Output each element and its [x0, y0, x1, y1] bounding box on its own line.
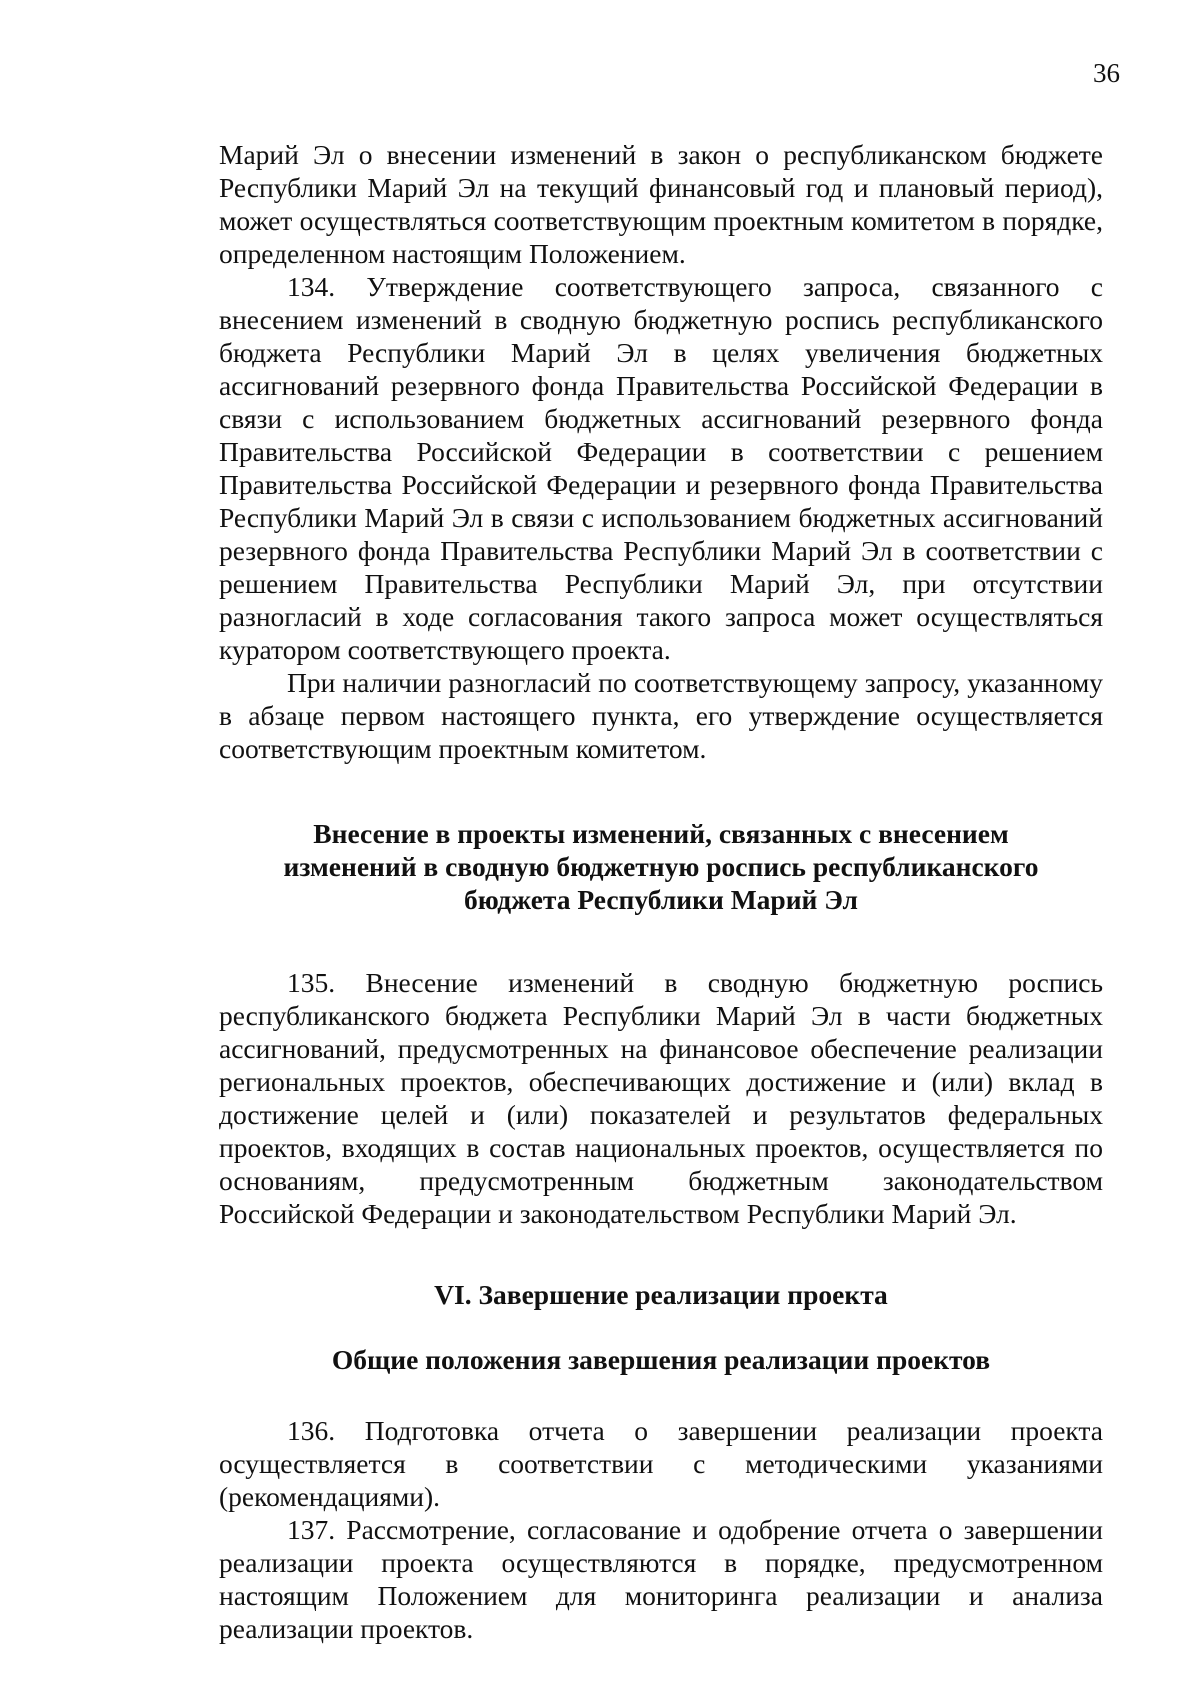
- paragraph-136: 136. Подготовка отчета о завершении реализации проекта осуществляется в соответствии с методическими указаниями (рекомендациями).: [219, 1415, 1103, 1512]
- section-title: VI. Завершение реализации проекта: [434, 1279, 888, 1310]
- heading-budget-changes: [219, 817, 1103, 916]
- paragraph-137: 137. Рассмотрение, согласование и одобрение отчета о завершении реализации проекта осуществляются в порядке, предусмотренном настоящим Положением для мониторинга реализации и анализа реализации проектов.: [219, 1514, 1103, 1644]
- paragraph-continuation: Марий Эл о внесении изменений в закон о республиканском бюджете Республики Марий Эл на текущий финансовый год и плановый период), может осуществляться соответствующим проектным комитетом в порядке, определенном настоящим Положением.: [219, 139, 1103, 269]
- page-number: 36: [1093, 58, 1120, 88]
- paragraph-134: 134. Утверждение соответствующего запроса, связанного с внесением изменений в сводную бюджетную роспись республиканского бюджета Республики Марий Эл в целях увеличения бюджетных ассигнований резервного фонда Правительства Российской Федерации в связи с использованием бюджетных ассигнований резервного фонда Правительства Российской Федерации в соответствии с решением Правительства Российской Федерации и резервного фонда Правительства Республики Марий Эл в связи с использованием бюджетных ассигнований резервного фонда Правительства Республики Марий Эл в соответствии с решением Правительства Республики Марий Эл, при отсутствии разногласий в ходе согласования такого запроса может осуществляться куратором соответствующего проекта.: [219, 271, 1103, 665]
- heading-line: изменений в сводную бюджетную роспись республиканского: [283, 851, 1039, 882]
- paragraph-134-disagreement: При наличии разногласий по соответствующему запросу, указанному в абзаце первом настоящего пункта, его утверждение осуществляется соответствующим проектным комитетом.: [219, 667, 1103, 764]
- heading-line: бюджета Республики Марий Эл: [464, 884, 858, 915]
- subsection-title: Общие положения завершения реализации проектов: [331, 1344, 991, 1375]
- heading-line: Внесение в проекты изменений, связанных с внесением: [313, 818, 1009, 849]
- document-body: [219, 138, 1103, 1645]
- paragraph-135: 135. Внесение изменений в сводную бюджетную роспись республиканского бюджета Республики Марий Эл в части бюджетных ассигнований, предусмотренных на финансовое обеспечение реализации региональных проектов, обеспечивающих достижение и (или) вклад в достижение целей и (или) показателей и результатов федеральных проектов, входящих в состав национальных проектов, осуществляется по основаниям, предусмотренным бюджетным законодательством Российской Федерации и законодательством Республики Марий Эл.: [219, 967, 1103, 1229]
